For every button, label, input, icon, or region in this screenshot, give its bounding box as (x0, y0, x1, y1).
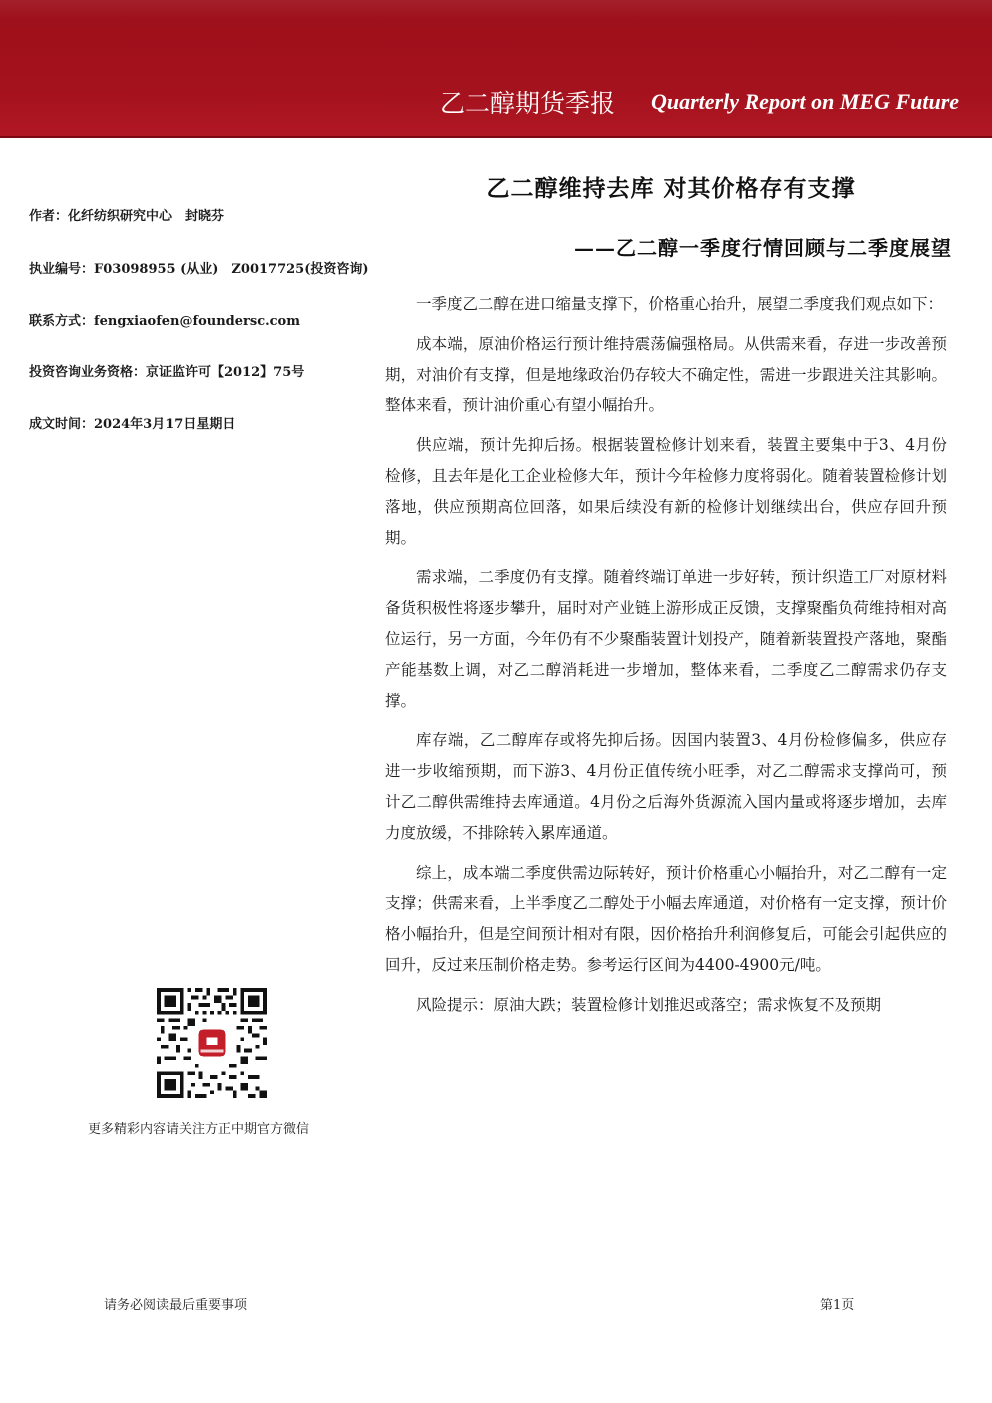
publish-date: 成文时间：2024年3月17日星期日 (29, 417, 236, 432)
author-info: 作者：化纤纺织研究中心 封晓芬 (29, 209, 225, 224)
header-shine (0, 0, 992, 20)
footer-notice: 请务必阅读最后重要事项 (104, 1298, 248, 1313)
contact-info: 联系方式：fengxiaofen@foundersc.com (29, 314, 300, 329)
header-divider (0, 136, 992, 138)
paragraph-intro: 一季度乙二醇在进口缩量支撑下，价格重心抬升，展望二季度我们观点如下： (416, 295, 944, 313)
qr-caption: 更多精彩内容请关注方正中期官方微信 (88, 1122, 310, 1137)
paragraph-risk: 风险提示：原油大跌；装置检修计划推迟或落空；需求恢复不及预期 (416, 995, 882, 1014)
report-title-cn: 乙二醇期货季报 (440, 89, 616, 118)
license-number: 执业编号：F03098955 (从业) Z0017725(投资咨询) (29, 262, 369, 277)
paragraph-supply: 供应端，预计先抑后扬。根据装置检修计划来看，装置主要集中于3、4月份检修，且去年是化工企业检修大年，预计今年检修力度将弱化。随着装置检修计划落地，供应预期高位回落，如果后续没有新的检修计划继续出台，供应存回升预期。 (385, 436, 947, 547)
paragraph-demand: 需求端，二季度仍有支撑。随着终端订单进一步好转，预计织造工厂对原材料备货积极性将逐步攀升，届时对产业链上游形成正反馈，支撑聚酯负荷维持相对高位运行，另一方面，今年仍有不少聚酯装置计划投产，随着新装置投产落地，聚酯产能基数上调，对乙二醇消耗进一步增加，整体来看，二季度乙二醇需求仍存支撑。 (385, 568, 947, 710)
qualification-info: 投资咨询业务资格：京证监许可【2012】75号 (29, 365, 305, 380)
report-title-en: Quarterly Report on MEG Future (651, 89, 960, 114)
wechat-qr-code[interactable] (157, 988, 267, 1098)
paragraph-cost: 成本端，原油价格运行预计维持震荡偏强格局。从供需来看，存进一步改善预期，对油价有支撑，但是地缘政治仍存较大不确定性，需进一步跟进关注其影响。整体来看，预计油价重心有望小幅抬升。 (385, 334, 947, 415)
header-banner (0, 0, 992, 136)
paragraph-summary: 综上，成本端二季度供需边际转好，预计价格重心小幅抬升，对乙二醇有一定支撑；供需来看，上半季度乙二醇处于小幅去库通道，对价格有一定支撑，预计价格小幅抬升，但是空间预计相对有限，因价格抬升利润修复后，可能会引起供应的回升，反过来压制价格走势。参考运行区间为4400-4900元/吨。 (385, 863, 947, 974)
article-body (385, 289, 947, 1030)
article-title: 乙二醇维持去库 对其价格存有支撑 (486, 175, 856, 202)
page-number: 第1页 (820, 1298, 855, 1313)
paragraph-inventory: 库存端，乙二醇库存或将先抑后扬。因国内装置3、4月份检修偏多，供应存进一步收缩预期，而下游3、4月份正值传统小旺季，对乙二醇需求支撑尚可，预计乙二醇供需维持去库通道。4月份之后海外货源流入国内量或将逐步增加，去库力度放缓，不排除转入累库通道。 (385, 731, 947, 842)
article-subtitle: ——乙二醇一季度行情回顾与二季度展望 (574, 236, 952, 260)
